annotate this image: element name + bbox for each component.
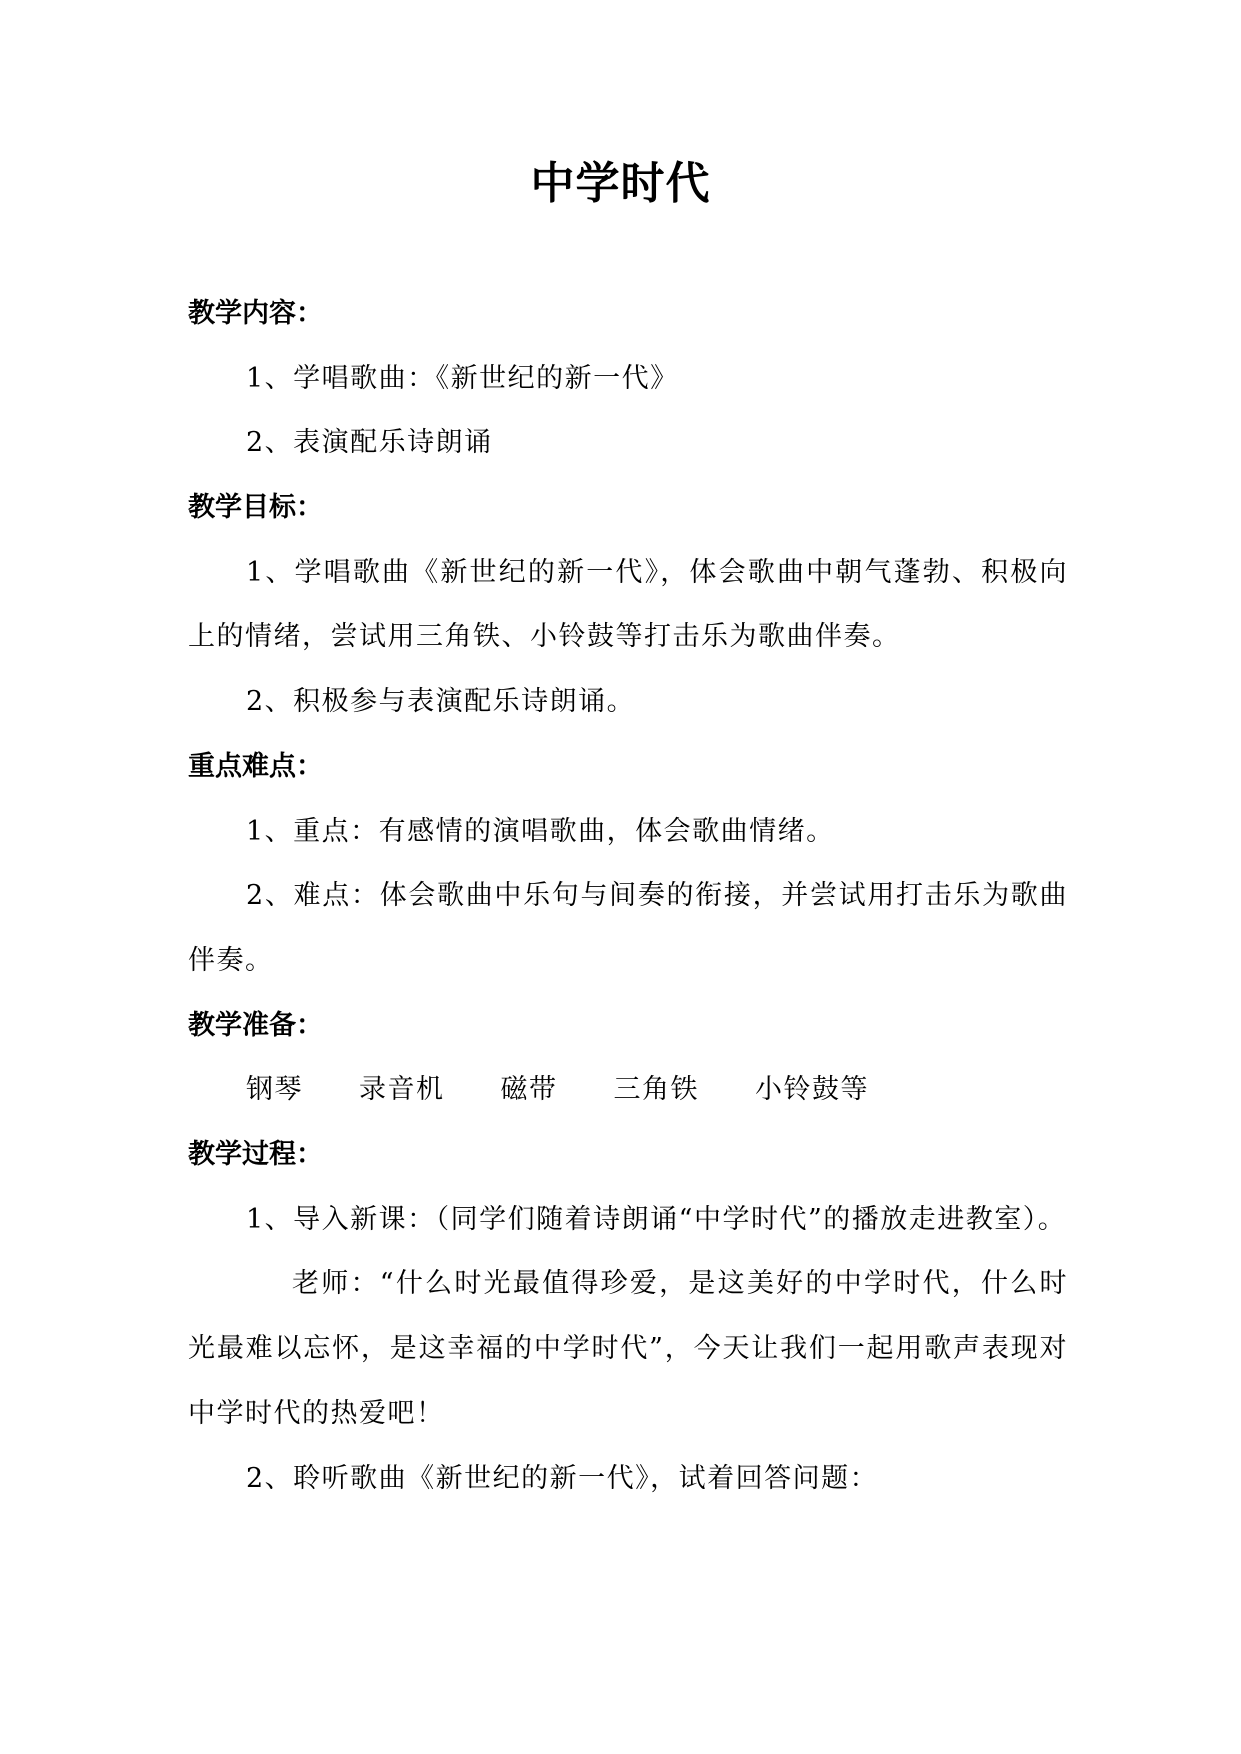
preparation-item: 小铃鼓等 — [755, 1074, 869, 1106]
page-title: 中学时代 — [530, 158, 711, 209]
process-item-1: 1、导入新课：（同学们随着诗朗诵“中学时代”的播放走进教室）。 — [246, 1203, 1067, 1235]
preparation-item: 磁带 — [500, 1074, 558, 1106]
preparation-item: 钢琴 — [246, 1074, 303, 1106]
preparation-item: 录音机 — [359, 1074, 445, 1106]
section-heading-preparation: 教学准备： — [188, 1009, 323, 1041]
process-item-2: 老师：“什么时光最值得珍爱，是这美好的中学时代，什么时光最难以忘怀，是这幸福的中学时代”，今天让我们一起用歌声表现对中学时代的热爱吧！ — [188, 1268, 1068, 1429]
keypoint-item-2: 2、难点：体会歌曲中乐句与间奏的衔接，并尝试用打击乐为歌曲伴奏。 — [188, 880, 1068, 976]
preparation-item: 三角铁 — [613, 1074, 699, 1106]
keypoint-item-1: 1、重点：有感情的演唱歌曲，体会歌曲情绪。 — [246, 815, 835, 847]
goal-item-2: 2、积极参与表演配乐诗朗诵。 — [246, 686, 636, 718]
content-item-1: 1、学唱歌曲：《新世纪的新一代》 — [246, 362, 679, 394]
section-heading-goals: 教学目标： — [188, 492, 323, 524]
preparation-list — [188, 1058, 1068, 1123]
goal-item-1: 1、学唱歌曲《新世纪的新一代》，体会歌曲中朝气蓬勃、积极向上的情绪，尝试用三角铁、小铃鼓等打击乐为歌曲伴奏。 — [188, 556, 1068, 653]
document-body — [188, 282, 1068, 1511]
process-item-3: 2、聆听歌曲《新世纪的新一代》，试着回答问题： — [246, 1462, 879, 1494]
section-heading-process: 教学过程： — [188, 1139, 323, 1171]
section-heading-content: 教学内容： — [188, 298, 323, 329]
section-heading-keypoints: 重点难点： — [188, 750, 323, 782]
content-item-2: 2、表演配乐诗朗诵 — [246, 427, 493, 459]
